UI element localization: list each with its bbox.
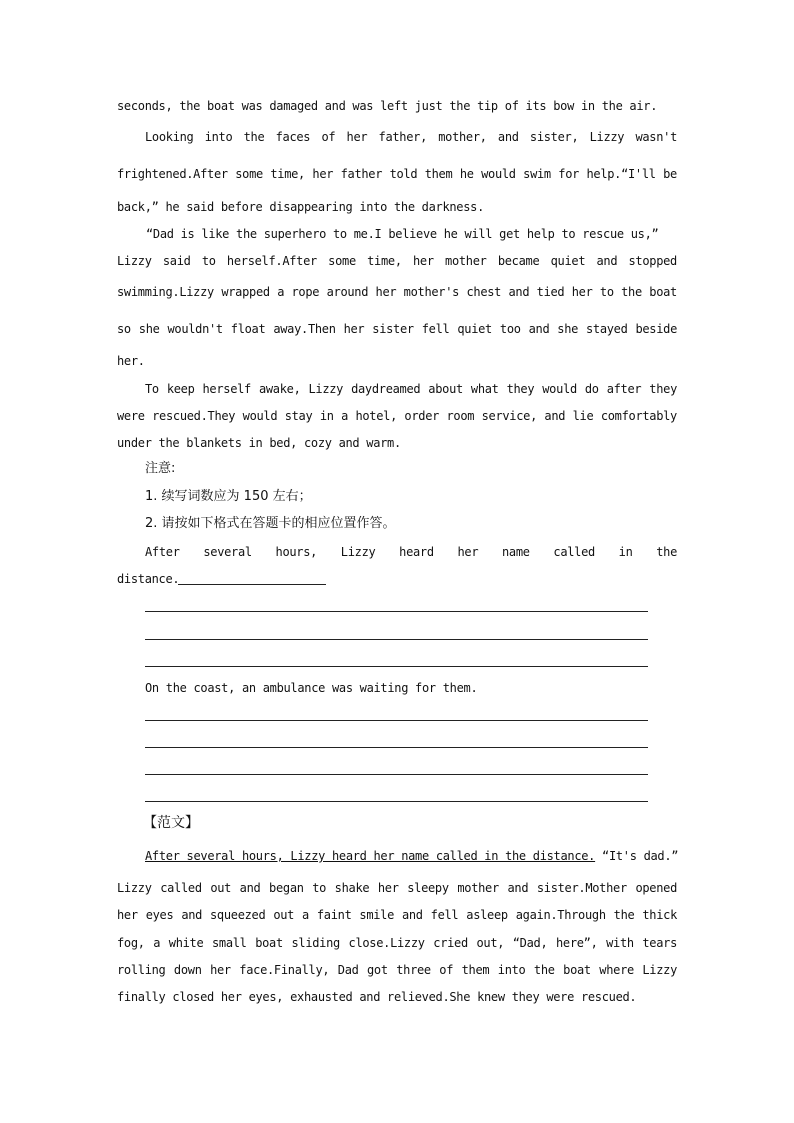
answer-line bbox=[145, 801, 648, 802]
notes-title: 注意: bbox=[145, 461, 176, 476]
answer-line bbox=[145, 639, 648, 640]
answer-line bbox=[145, 720, 648, 721]
answer-line bbox=[145, 666, 648, 667]
story-line: Looking into the faces of her father, mother, and sister, Lizzy wasn't bbox=[145, 130, 677, 144]
story-line: so she wouldn't float away.Then her sister fell quiet too and she stayed beside bbox=[117, 322, 677, 336]
sample-first-rest: “It's dad.” bbox=[595, 849, 679, 863]
story-line: were rescued.They would stay in a hotel, order room service, and lie comfortably bbox=[117, 409, 677, 423]
answer-blank bbox=[178, 584, 326, 585]
sample-first-sentence: After several hours, Lizzy heard her name called in the distance. bbox=[145, 849, 596, 863]
answer-line bbox=[145, 747, 648, 748]
story-line: swimming.Lizzy wrapped a rope around her mother's chest and tied her to the boat bbox=[117, 285, 677, 299]
story-line: Lizzy said to herself.After some time, her mother became quiet and stopped bbox=[117, 254, 677, 268]
sample-line bbox=[145, 848, 677, 864]
sample-heading: 【范文】 bbox=[143, 815, 199, 831]
story-line: under the blankets in bed, cozy and warm. bbox=[117, 436, 401, 450]
continuation-start: After several hours, Lizzy heard her name called in the bbox=[145, 545, 677, 559]
notes-item: 1. 续写词数应为 150 左右； bbox=[145, 489, 312, 504]
story-line: To keep herself awake, Lizzy daydreamed about what they would do after they bbox=[145, 382, 677, 396]
sample-line: fog, a white small boat sliding close.Lizzy cried out, “Dad, here”, with tears bbox=[117, 936, 677, 950]
story-line: back,” he said before disappearing into the darkness. bbox=[117, 200, 485, 214]
sample-line: finally closed her eyes, exhausted and relieved.She knew they were rescued. bbox=[117, 990, 637, 1004]
sample-line: Lizzy called out and began to shake her sleepy mother and sister.Mother opened bbox=[117, 881, 677, 895]
story-line: her. bbox=[117, 354, 145, 368]
answer-line bbox=[145, 611, 648, 612]
sample-line: rolling down her face.Finally, Dad got three of them into the boat where Lizzy bbox=[117, 963, 677, 977]
story-line: frightened.After some time, her father told them he would swim for help.“I'll be bbox=[117, 167, 677, 181]
paragraph-two-start: On the coast, an ambulance was waiting for them. bbox=[145, 681, 478, 695]
story-line: “Dad is like the superhero to me.I believe he will get help to rescue us,” bbox=[146, 227, 659, 241]
answer-line bbox=[145, 774, 648, 775]
continuation-start-end: distance. bbox=[117, 572, 180, 586]
story-line: seconds, the boat was damaged and was left just the tip of its bow in the air. bbox=[117, 99, 658, 113]
sample-line: her eyes and squeezed out a faint smile and fell asleep again.Through the thick bbox=[117, 908, 677, 922]
notes-item: 2. 请按如下格式在答题卡的相应位置作答。 bbox=[145, 516, 396, 531]
